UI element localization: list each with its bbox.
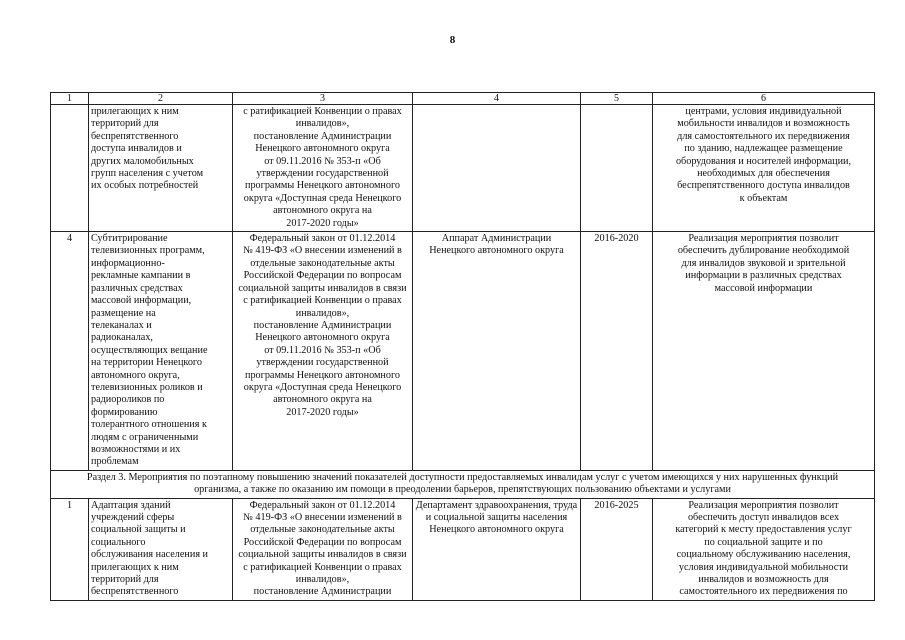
text-line: осуществляющих вещание	[91, 344, 208, 356]
section-3-title	[51, 470, 875, 498]
text-line: телеканалах и	[91, 319, 152, 331]
text-line: для инвалидов звуковой и зрительной	[681, 257, 846, 269]
period-cell: 2016-2020	[581, 232, 653, 471]
text-line: радиоканалах,	[91, 332, 153, 344]
text-line: людям с ограниченными	[91, 431, 199, 443]
result-cell	[653, 232, 875, 471]
text-line: социальной защиты инвалидов в связи	[238, 282, 407, 294]
header-row	[51, 93, 875, 105]
text-line: информации в различных средствах	[685, 270, 842, 282]
text-line: постановление Администрации	[253, 130, 392, 142]
text-line: толерантного отношения к	[91, 419, 207, 431]
text-line: Федеральный закон от 01.12.2014	[249, 499, 396, 511]
text-line: по социальной защите и по	[704, 536, 823, 548]
header-col-1: 1	[51, 93, 89, 105]
text-line: Ненецкого автономного округа	[255, 332, 390, 344]
text-line: других маломобильных	[91, 155, 194, 167]
text-line: доступа инвалидов и	[91, 143, 182, 155]
header-col-2: 2	[89, 93, 233, 105]
text-line: Российской Федерации по вопросам	[243, 536, 402, 548]
text-line: постановление Администрации	[253, 319, 392, 331]
text-line: Федеральный закон от 01.12.2014	[249, 233, 396, 245]
text-line: социальной защиты и	[91, 524, 186, 536]
text-line: территорий для	[91, 574, 159, 586]
text-line: различных средствах	[91, 282, 183, 294]
text-line: Субтитрирование	[91, 233, 168, 245]
text-line: Департамент здравоохранения, труда	[415, 499, 578, 511]
text-line: учреждений сферы	[91, 512, 175, 523]
text-line: Адаптация зданий	[91, 499, 171, 511]
measure-cell	[89, 498, 233, 600]
text-line: социальной защиты инвалидов в связи	[238, 549, 407, 561]
text-line: автономного округа,	[91, 369, 180, 381]
text-line: Реализация мероприятия позволит	[688, 499, 839, 511]
text-line: инвалидов»,	[295, 118, 350, 130]
text-line: рекламные кампании в	[91, 270, 191, 282]
text-line: от 09.11.2016 № 353-п «Об	[264, 344, 381, 356]
text-line: округа «Доступная среда Ненецкого	[243, 192, 402, 204]
text-line: автономного округа на	[273, 394, 372, 406]
measure-cell	[89, 105, 233, 232]
text-line: обеспечить дублирование необходимой	[677, 245, 850, 257]
table-row	[51, 232, 875, 471]
result-cell	[653, 105, 875, 232]
text-line: организма, а также по оказанию им помощи в преодолении барьеров, препятствующих пользованию объектами и услугами	[194, 484, 731, 496]
text-line: отдельные законодательные акты	[250, 257, 395, 269]
text-line: телевизионных программ,	[91, 245, 205, 257]
table-row	[51, 105, 875, 232]
text-line: инвалидов и возможность для	[698, 574, 829, 586]
text-line: территорий для	[91, 118, 159, 130]
text-line: категорий к месту предоставления услуг	[675, 524, 852, 536]
row-number: 4	[51, 232, 89, 471]
text-line: Ненецкого автономного округа	[429, 524, 564, 536]
text-line: самостоятельного их передвижения по	[679, 586, 848, 598]
text-line: оборудования и носителей информации,	[675, 155, 852, 167]
text-line: беспрепятственного	[91, 586, 179, 598]
page-number: 8	[449, 34, 456, 46]
period-cell: 2016-2025	[581, 498, 653, 600]
text-line: необходимых для обеспечения	[697, 168, 830, 180]
legal-basis-cell	[233, 498, 413, 600]
text-line: Ненецкого автономного округа	[429, 245, 564, 257]
text-line: округа «Доступная среда Ненецкого	[243, 381, 402, 393]
text-line: 2017-2020 годы»	[286, 217, 359, 229]
text-line: беспрепятственного доступа инвалидов	[677, 180, 850, 192]
text-line: социального	[91, 536, 146, 548]
text-line: № 419-ФЗ «О внесении изменений в	[243, 245, 402, 257]
row-number: 1	[51, 498, 89, 600]
text-line: условия индивидуальной мобильности	[678, 561, 849, 573]
text-line: к объектам	[739, 192, 788, 204]
measure-cell	[89, 232, 233, 471]
text-line: Российской Федерации по вопросам	[243, 270, 402, 282]
text-line: с ратификацией Конвенции о правах	[243, 561, 402, 573]
text-line: утверждении государственной	[256, 168, 389, 180]
text-line: социальному обслуживанию населения,	[676, 549, 851, 561]
text-line: информационно-	[91, 257, 165, 269]
text-line: № 419-ФЗ «О внесении изменений в	[243, 512, 402, 523]
result-cell	[653, 498, 875, 600]
text-line: проблемам	[91, 456, 139, 468]
text-line: утверждении государственной	[256, 357, 389, 369]
text-line: обслуживания населения и	[91, 549, 209, 561]
text-line: беспрепятственного	[91, 130, 179, 142]
text-line: обеспечить доступ инвалидов всех	[687, 512, 840, 523]
text-line: прилегающих к ним	[91, 561, 179, 573]
text-line: с ратификацией Конвенции о правах	[243, 295, 402, 307]
period-cell	[581, 105, 653, 232]
text-line: прилегающих к ним	[91, 106, 179, 117]
text-line: автономного округа на	[273, 205, 372, 217]
text-line: с ратификацией Конвенции о правах	[243, 106, 402, 117]
table-row	[51, 498, 875, 600]
header-col-5: 5	[581, 93, 653, 105]
text-line: телевизионных роликов и	[91, 381, 203, 393]
text-line: массовой информации	[714, 282, 813, 294]
text-line: возможностями и их	[91, 443, 181, 455]
row-number	[51, 105, 89, 232]
legal-basis-cell	[233, 232, 413, 471]
text-line: Реализация мероприятия позволит	[688, 233, 839, 245]
executor-cell	[413, 105, 581, 232]
text-line: формированию	[91, 406, 158, 418]
text-line: от 09.11.2016 № 353-п «Об	[264, 155, 381, 167]
header-col-6: 6	[653, 93, 875, 105]
text-line: их особых потребностей	[91, 180, 199, 192]
text-line: групп населения с учетом	[91, 168, 204, 180]
text-line: программы Ненецкого автономного	[245, 180, 400, 192]
text-line: постановление Администрации	[253, 586, 392, 598]
text-line: по зданию, надлежащее размещение	[684, 143, 843, 155]
text-line: массовой информации,	[91, 295, 192, 307]
legal-basis-cell	[233, 105, 413, 232]
text-line: программы Ненецкого автономного	[245, 369, 400, 381]
text-line: Аппарат Администрации	[441, 233, 552, 245]
executor-cell	[413, 232, 581, 471]
executor-cell	[413, 498, 581, 600]
text-line: и социальной защиты населения	[425, 512, 568, 523]
header-col-4: 4	[413, 93, 581, 105]
text-line: центрами, условия индивидуальной	[685, 106, 842, 117]
text-line: Ненецкого автономного округа	[255, 143, 390, 155]
section-header-row	[51, 470, 875, 498]
measures-table	[50, 92, 875, 601]
header-col-3: 3	[233, 93, 413, 105]
text-line: для самостоятельного их передвижения	[677, 130, 850, 142]
text-line: инвалидов»,	[295, 307, 350, 319]
text-line: отдельные законодательные акты	[250, 524, 395, 536]
text-line: на территории Ненецкого	[91, 357, 202, 369]
text-line: инвалидов»,	[295, 574, 350, 586]
text-line: мобильности инвалидов и возможность	[677, 118, 850, 130]
text-line: 2017-2020 годы»	[286, 406, 359, 418]
text-line: размещение на	[91, 307, 156, 319]
text-line: Раздел 3. Мероприятия по поэтапному повышению значений показателей доступности предоставляемых инвалидам услуг с учетом имеющихся у них нарушенных функций	[86, 471, 839, 483]
text-line: радиороликов по	[91, 394, 165, 406]
